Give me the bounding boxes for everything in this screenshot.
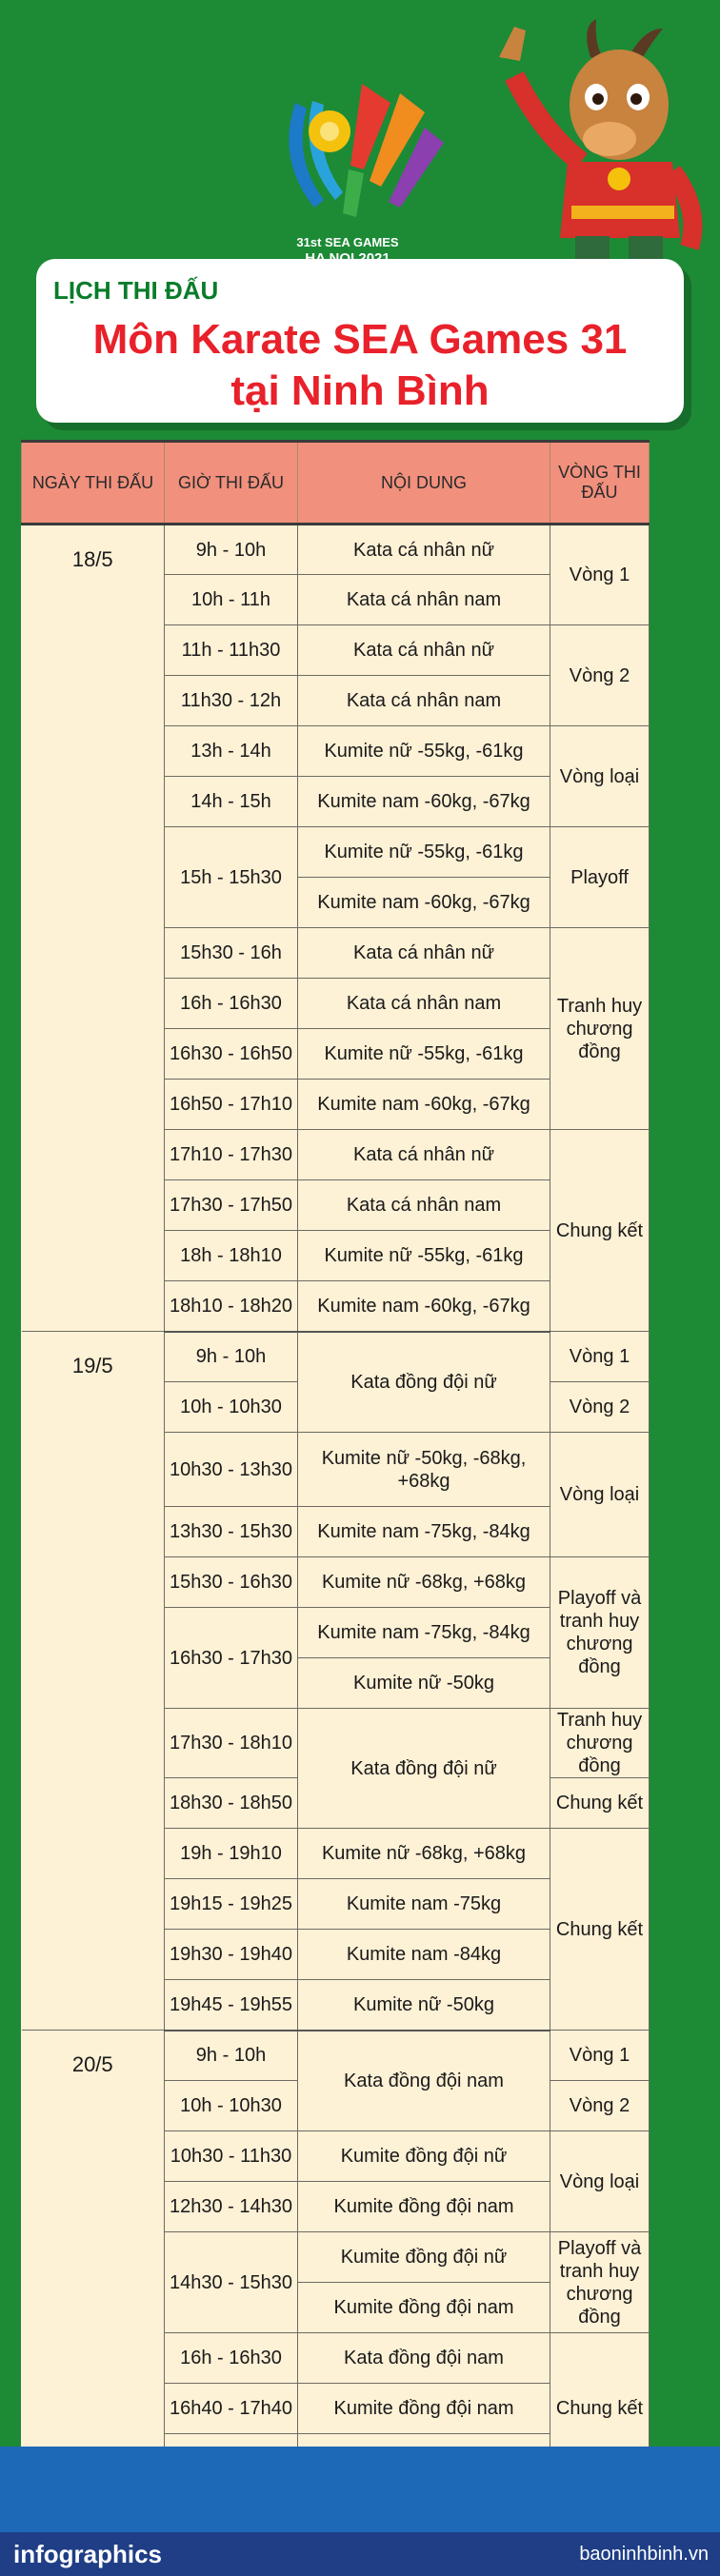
time-cell: 10h - 10h30 [165, 1382, 298, 1433]
content-cell: Kata cá nhân nữ [298, 928, 550, 979]
round-cell: Playoff và tranh huy chương đồng [550, 1557, 650, 1709]
content-cell: Kata cá nhân nam [298, 979, 550, 1029]
content-cell: Kumite nam -75kg [298, 1879, 550, 1930]
time-cell: 19h30 - 19h40 [165, 1930, 298, 1980]
content-cell: Kumite nam -60kg, -67kg [298, 878, 550, 928]
time-cell: 16h30 - 17h30 [165, 1608, 298, 1709]
col-header-time: GIỜ THI ĐẤU [165, 442, 298, 525]
content-cell: Kumite đồng đội nam [298, 2182, 550, 2232]
content-cell: Kata cá nhân nam [298, 676, 550, 726]
content-cell: Kumite đồng đội nam [298, 2384, 550, 2434]
content-cell: Kata đồng đội nữ [298, 1709, 550, 1829]
content-cell: Kumite nữ -68kg, +68kg [298, 1829, 550, 1879]
content-cell: Kumite nam -84kg [298, 1930, 550, 1980]
content-cell: Kumite nữ -50kg, -68kg, +68kg [298, 1433, 550, 1507]
content-cell: Kumite nam -60kg, -67kg [298, 777, 550, 827]
time-cell: 11h - 11h30 [165, 625, 298, 676]
logo-line-1: 31st SEA GAMES [296, 235, 399, 249]
time-cell: 10h - 11h [165, 575, 298, 625]
content-cell: Kata cá nhân nam [298, 575, 550, 625]
time-cell: 17h30 - 17h50 [165, 1180, 298, 1231]
col-header-content: NỘI DUNG [298, 442, 550, 525]
time-cell: 19h45 - 19h55 [165, 1980, 298, 2031]
content-cell: Kata cá nhân nữ [298, 525, 550, 575]
time-cell: 16h50 - 17h10 [165, 1080, 298, 1130]
table-row [22, 1332, 650, 1382]
content-cell: Kata cá nhân nam [298, 1180, 550, 1231]
content-cell: Kumite đồng đội nam [298, 2283, 550, 2333]
col-header-date: NGÀY THI ĐẤU [22, 442, 165, 525]
time-cell: 13h30 - 15h30 [165, 1507, 298, 1557]
title-line-1: Môn Karate SEA Games 31 [92, 316, 628, 363]
day-cell: 19/5 [22, 1332, 165, 2031]
footer-site[interactable]: baoninhbinh.vn [579, 2544, 709, 2565]
time-cell: 12h30 - 14h30 [165, 2182, 298, 2232]
content-cell: Kumite nữ -68kg, +68kg [298, 1557, 550, 1608]
col-header-round: VÒNG THI ĐẤU [550, 442, 650, 525]
content-cell: Kumite nam -60kg, -67kg [298, 1281, 550, 1332]
time-cell: 10h30 - 11h30 [165, 2131, 298, 2182]
content-cell: Kumite nữ -50kg [298, 1980, 550, 2031]
content-cell: Kumite nam -60kg, -67kg [298, 1080, 550, 1130]
title-tag: LỊCH THI ĐẤU [53, 276, 219, 305]
round-cell: Vòng loại [550, 2131, 650, 2232]
time-cell: 14h - 15h [165, 777, 298, 827]
content-cell: Kata đồng đội nữ [298, 1332, 550, 1433]
time-cell: 9h - 10h [165, 525, 298, 575]
time-cell: 18h10 - 18h20 [165, 1281, 298, 1332]
round-cell: Chung kết [550, 1130, 650, 1332]
time-cell: 9h - 10h [165, 1332, 298, 1382]
content-cell: Kumite nữ -55kg, -61kg [298, 827, 550, 878]
round-cell: Tranh huy chương đồng [550, 1709, 650, 1778]
time-cell: 16h30 - 16h50 [165, 1029, 298, 1080]
table-row [22, 2031, 650, 2081]
round-cell: Playoff và tranh huy chương đồng [550, 2232, 650, 2333]
time-cell: 9h - 10h [165, 2031, 298, 2081]
content-cell: Kumite đồng đội nữ [298, 2131, 550, 2182]
time-cell: 17h10 - 17h30 [165, 1130, 298, 1180]
time-cell: 16h - 16h30 [165, 2333, 298, 2384]
content-cell: Kata cá nhân nữ [298, 625, 550, 676]
day-cell: 18/5 [22, 525, 165, 1332]
time-cell: 16h40 - 17h40 [165, 2384, 298, 2434]
title-card [36, 259, 684, 423]
time-cell: 18h - 18h10 [165, 1231, 298, 1281]
schedule-table [21, 440, 650, 2485]
content-cell: Kumite nam -75kg, -84kg [298, 1507, 550, 1557]
round-cell: Vòng 1 [550, 1332, 650, 1382]
title-line-2: tại Ninh Bình [230, 367, 490, 414]
schedule-table-wrap [21, 440, 649, 2485]
content-cell: Kumite nam -75kg, -84kg [298, 1608, 550, 1658]
footer-band [0, 2447, 720, 2532]
round-cell: Vòng 2 [550, 1382, 650, 1433]
time-cell: 16h - 16h30 [165, 979, 298, 1029]
footer-brand: infographics [13, 2540, 163, 2568]
time-cell: 10h - 10h30 [165, 2081, 298, 2131]
round-cell: Vòng loại [550, 726, 650, 827]
time-cell: 18h30 - 18h50 [165, 1778, 298, 1829]
time-cell: 15h - 15h30 [165, 827, 298, 928]
content-cell: Kumite nữ -50kg [298, 1658, 550, 1709]
time-cell: 14h30 - 15h30 [165, 2232, 298, 2333]
content-cell: Kata đồng đội nam [298, 2031, 550, 2131]
round-cell: Chung kết [550, 1829, 650, 2031]
header [0, 0, 720, 438]
time-cell: 13h - 14h [165, 726, 298, 777]
time-cell: 15h30 - 16h30 [165, 1557, 298, 1608]
round-cell: Chung kết [550, 1778, 650, 1829]
content-cell: Kata đồng đội nam [298, 2333, 550, 2384]
content-cell: Kumite nữ -55kg, -61kg [298, 1029, 550, 1080]
content-cell: Kata cá nhân nữ [298, 1130, 550, 1180]
round-cell: Chung kết [550, 2333, 650, 2485]
sea-games-logo-icon [257, 74, 457, 227]
page-title [36, 314, 684, 417]
round-cell: Vòng 2 [550, 625, 650, 726]
content-cell: Kumite nữ -55kg, -61kg [298, 1231, 550, 1281]
day-cell: 20/5 [22, 2031, 165, 2485]
table-row [22, 525, 650, 575]
time-cell: 19h - 19h10 [165, 1829, 298, 1879]
round-cell: Vòng loại [550, 1433, 650, 1557]
round-cell: Tranh huy chương đồng [550, 928, 650, 1130]
time-cell: 10h30 - 13h30 [165, 1433, 298, 1507]
content-cell: Kumite đồng đội nữ [298, 2232, 550, 2283]
time-cell: 15h30 - 16h [165, 928, 298, 979]
time-cell: 17h30 - 18h10 [165, 1709, 298, 1778]
round-cell: Vòng 1 [550, 525, 650, 625]
footer [0, 2532, 720, 2576]
round-cell: Playoff [550, 827, 650, 928]
round-cell: Vòng 1 [550, 2031, 650, 2081]
round-cell: Vòng 2 [550, 2081, 650, 2131]
content-cell: Kumite nữ -55kg, -61kg [298, 726, 550, 777]
time-cell: 11h30 - 12h [165, 676, 298, 726]
time-cell: 19h15 - 19h25 [165, 1879, 298, 1930]
